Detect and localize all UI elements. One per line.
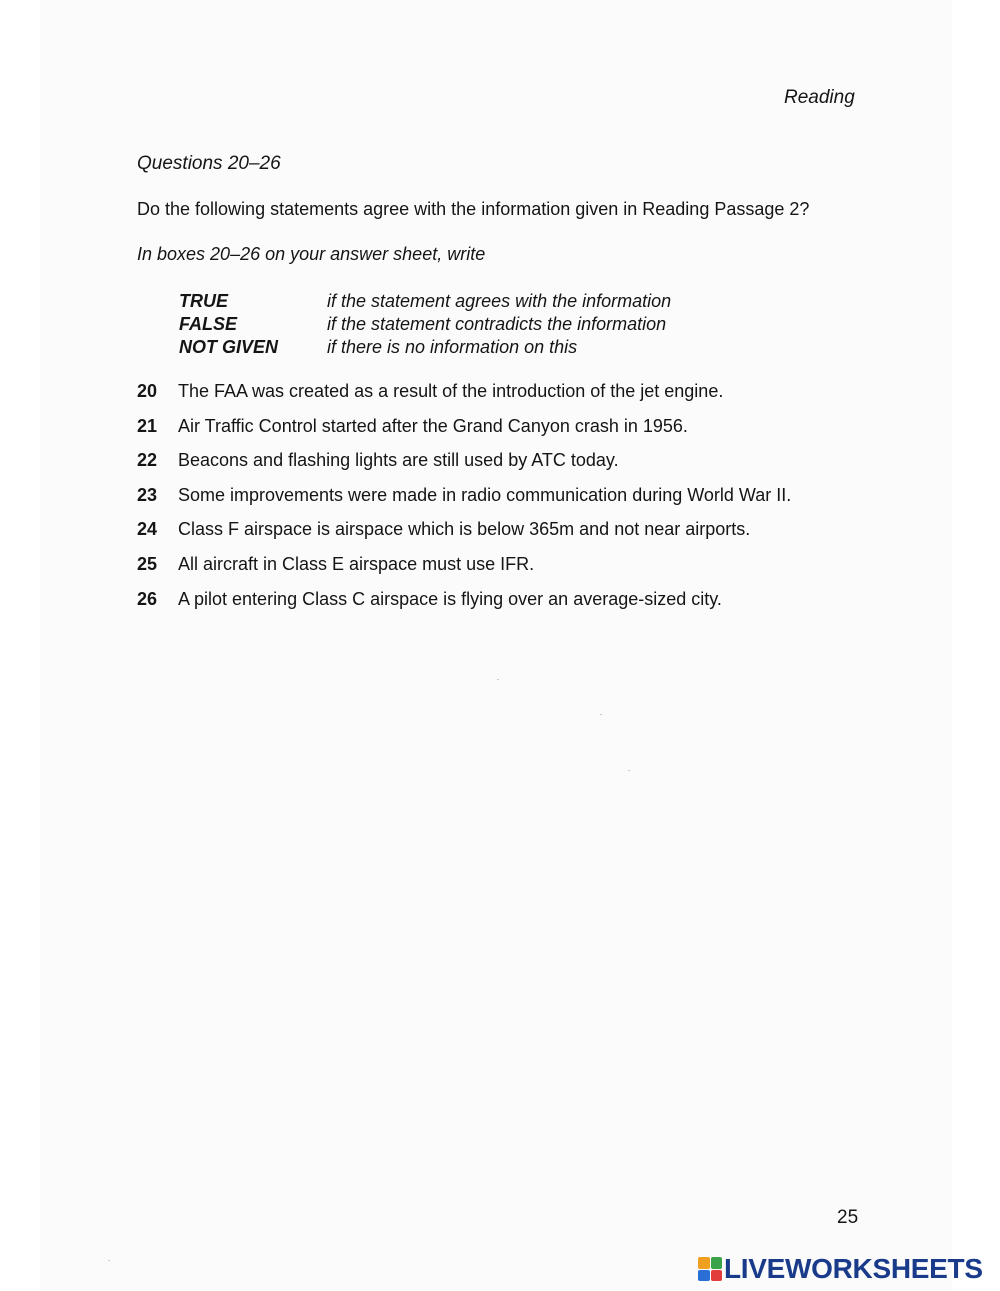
question-text: Air Traffic Control started after the Grand Canyon crash in 1956. (178, 415, 688, 436)
question-list (137, 381, 791, 623)
question-item (137, 416, 791, 451)
legend-term: FALSE (179, 314, 238, 334)
answer-instruction: In boxes 20–26 on your answer sheet, write (137, 244, 486, 264)
question-number: 25 (137, 553, 158, 574)
legend-description: if there is no information on this (327, 337, 578, 357)
question-number: 21 (137, 415, 158, 436)
question-number: 20 (137, 381, 158, 401)
logo-tile (711, 1257, 723, 1269)
legend-row-not-given (179, 336, 671, 359)
logo-tile (698, 1270, 710, 1282)
question-text: All aircraft in Class E airspace must use IFR. (178, 553, 535, 574)
question-text: Class F airspace is airspace which is below 365m and not near airports. (178, 519, 751, 540)
question-text: The FAA was created as a result of the introduction of the jet engine. (178, 381, 724, 401)
question-item (137, 485, 791, 520)
legend-term: TRUE (179, 291, 228, 311)
question-number: 26 (137, 588, 158, 609)
worksheet-page (40, 0, 952, 1291)
question-item (137, 519, 791, 554)
instruction-text: Do the following statements agree with the information given in Reading Passage 2? (137, 199, 810, 219)
question-item (137, 554, 791, 589)
scan-speck (108, 1260, 110, 1261)
question-item (137, 589, 791, 624)
section-label: Reading (784, 87, 855, 108)
question-text: Beacons and flashing lights are still used by ATC today. (178, 450, 619, 471)
answer-legend (179, 290, 671, 359)
question-item (137, 381, 791, 416)
scan-speck (497, 679, 499, 680)
scan-speck (628, 770, 630, 771)
question-text: A pilot entering Class C airspace is flying over an average-sized city. (178, 588, 722, 609)
logo-tile (698, 1257, 710, 1269)
watermark-text: LIVEWORKSHEETS (724, 1253, 983, 1284)
scan-speck (600, 714, 602, 715)
question-number: 22 (137, 450, 158, 471)
question-number: 24 (137, 519, 158, 540)
liveworksheets-watermark (698, 1254, 983, 1284)
question-text: Some improvements were made in radio communication during World War II. (178, 484, 792, 505)
legend-term: NOT GIVEN (179, 337, 279, 357)
page-number: 25 (837, 1207, 859, 1228)
questions-heading: Questions 20–26 (137, 153, 281, 174)
legend-description: if the statement contradicts the information (327, 314, 667, 334)
legend-description: if the statement agrees with the information (327, 291, 672, 311)
legend-row-true (179, 290, 671, 313)
liveworksheets-logo-icon (698, 1257, 722, 1281)
question-number: 23 (137, 484, 158, 505)
legend-row-false (179, 313, 671, 336)
logo-tile (711, 1270, 723, 1282)
question-item (137, 450, 791, 485)
